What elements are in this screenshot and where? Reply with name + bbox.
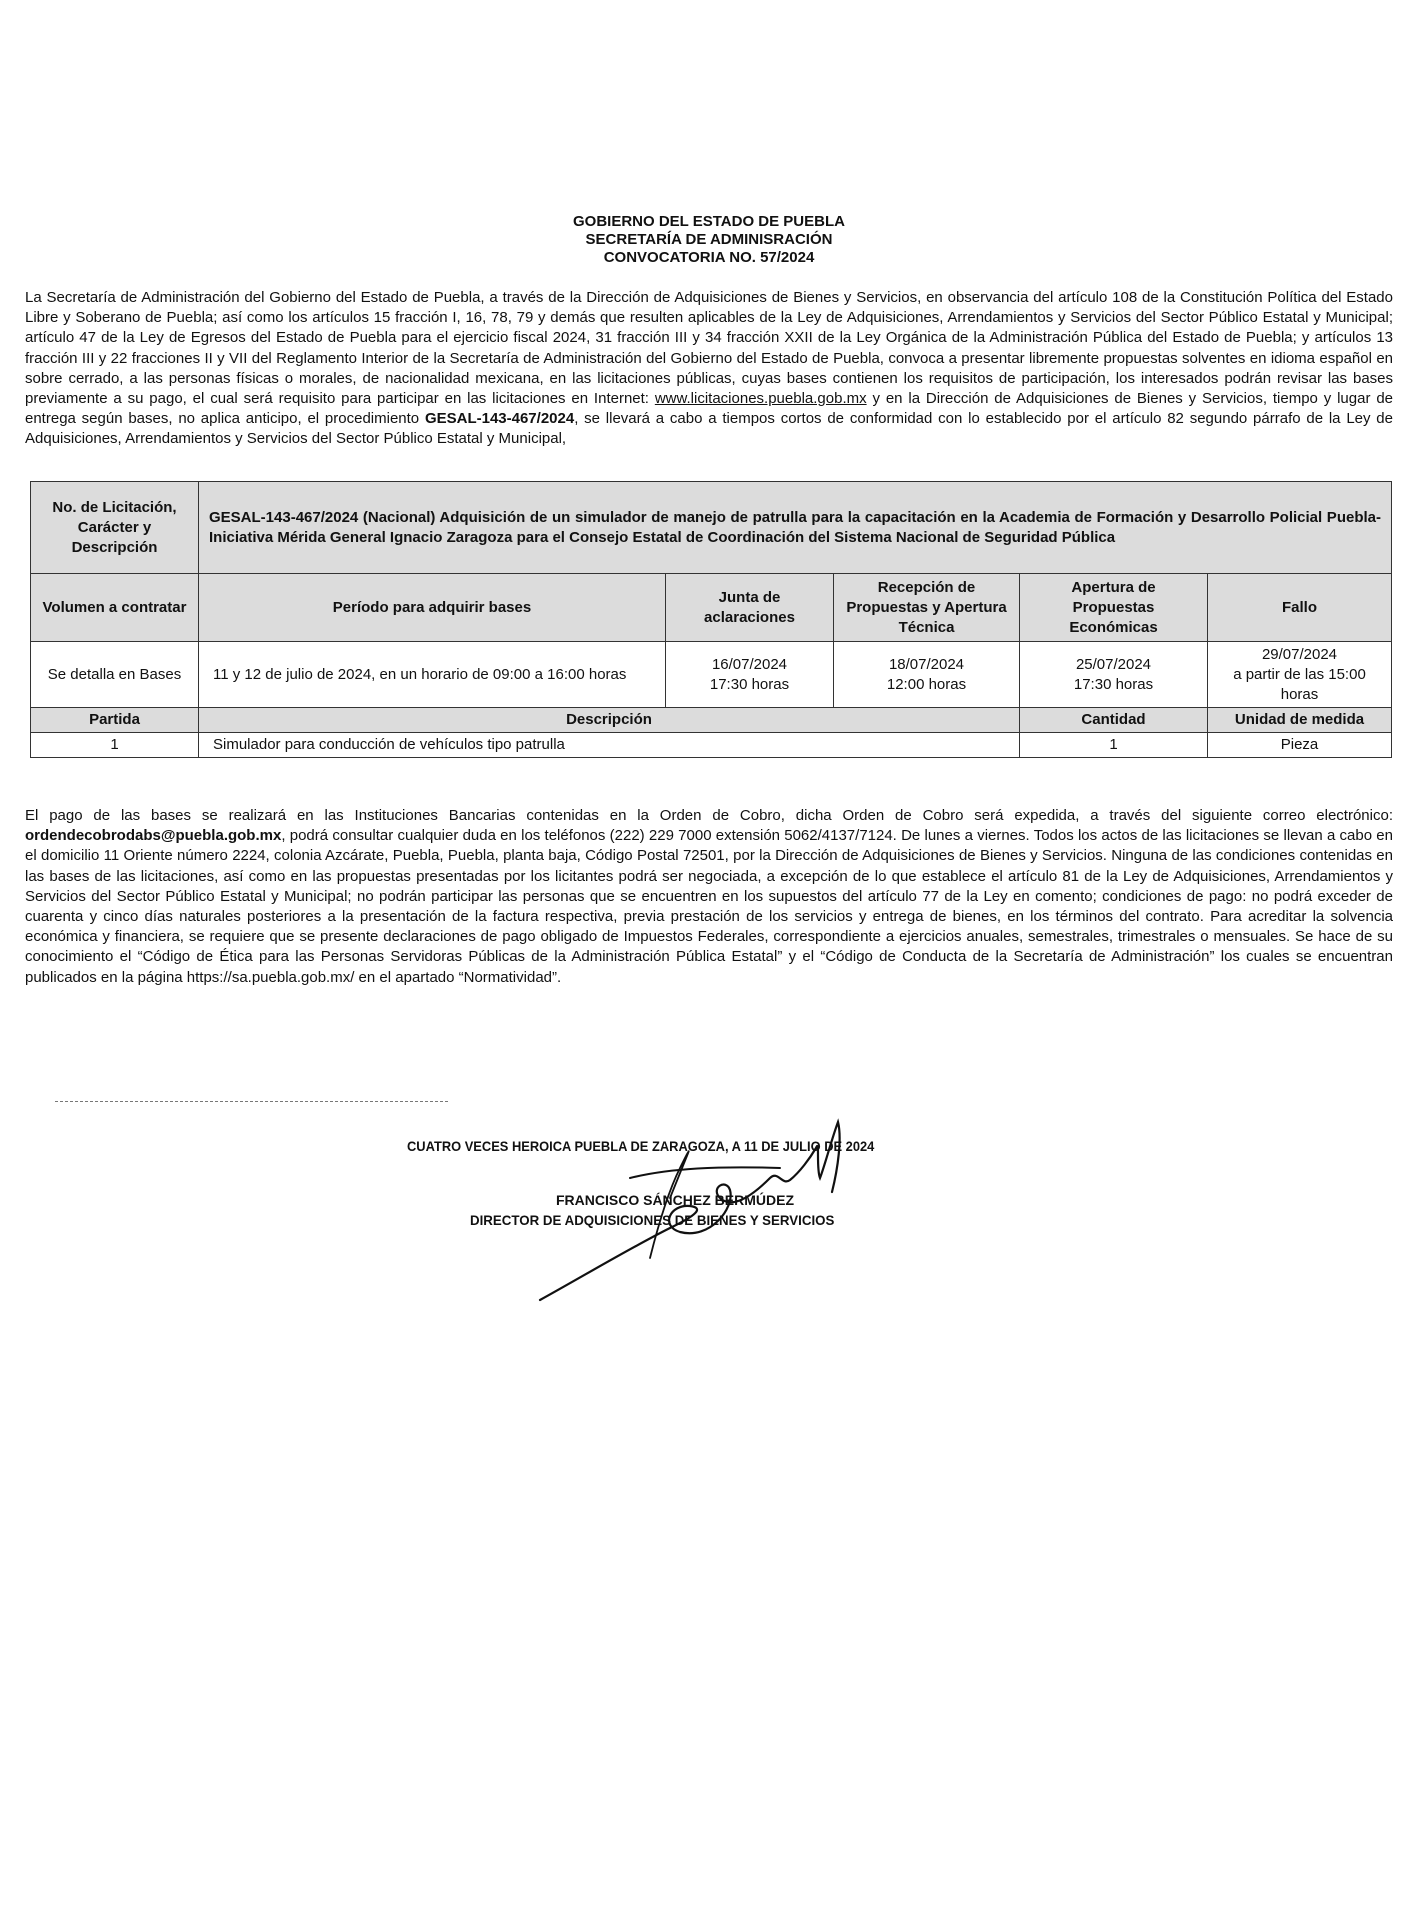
place-date: CUATRO VECES HEROICA PUEBLA DE ZARAGOZA, A 11 DE JULIO DE 2024 [407,1138,875,1154]
value-fallo [1208,642,1392,708]
table-row [31,482,1392,574]
junta-date: 16/07/2024 [711,655,788,673]
value-recepcion [834,642,1020,708]
closing-text-1: El pago de las bases se realizará en las Instituciones Bancarias contenidas en la Orden de Cobro, dicha Orden de Cobro será expedida, a través del siguiente correo electrónico: [25,807,1393,824]
item-partida: 1 [31,733,199,758]
header-fallo: Fallo [1208,574,1392,642]
value-apertura [1020,642,1208,708]
table-row [31,642,1392,708]
junta-time: 17:30 horas [709,675,790,693]
signer-name: FRANCISCO SÁNCHEZ BERMÚDEZ [556,1192,794,1208]
scan-artifact-line [55,1101,448,1102]
closing-paragraph [25,806,1393,988]
intro-text-2: y en la Dirección de Adquisiciones de Bienes y Servicios, tiempo y lugar de entrega según bases, no aplica anticipo, el procedimiento [25,390,1393,428]
payment-email: ordendecobrodabs@puebla.gob.mx [25,827,282,845]
handwritten-signature-icon [520,1108,900,1308]
signer-role: DIRECTOR DE ADQUISICIONES DE BIENES Y SERVICIOS [470,1212,835,1228]
header-partida: Partida [31,708,199,733]
apertura-time: 17:30 horas [1073,675,1154,693]
header-volumen: Volumen a contratar [31,574,199,642]
document-header [0,213,1418,267]
header-cantidad: Cantidad [1020,708,1208,733]
header-convocatoria: CONVOCATORIA NO. 57/2024 [603,249,815,266]
value-junta [666,642,834,708]
item-unidad: Pieza [1208,733,1392,758]
header-descripcion: Descripción [199,708,1020,733]
intro-text-1: La Secretaría de Administración del Gobierno del Estado de Puebla, a través de la Dirección de Adquisiciones de Bienes y Servicios, en observancia del artículo 108 de la Constitución Política del Estado Libre y Soberano de Puebla; así como los artículos 15 fracción I, 16, 78, 79 y demás que resulten aplicables de la Ley de Adquisiciones, Arrendamientos y Servicios del Sector Público Estatal y Municipal; artículo 47 de la Ley de Egresos del Estado de Puebla para el ejercicio fiscal 2024, 31 fracción III y 34 fracción XXII de la Ley Orgánica de la Administración Pública del Estado de Puebla; y artículos 13 fracción III y 22 fracciones II y VII del Reglamento Interior de la Secretaría de Administración del Gobierno del Estado de Puebla, convoca a presentar libremente propuestas solventes en idioma español en sobre cerrado, a las personas físicas o morales, de nacionalidad mexicana, en las licitaciones públicas, cuyas bases contienen los requisitos de participación, los interesados podrán revisar las bases previamente a su pago, el cual será requisito para participar en las licitaciones en Internet: [25,289,1393,408]
licitaciones-link[interactable]: www.licitaciones.puebla.gob.mx [654,390,867,408]
header-junta: Junta de aclaraciones [666,574,834,642]
item-cantidad: 1 [1020,733,1208,758]
header-government: GOBIERNO DEL ESTADO DE PUEBLA [573,213,845,230]
value-volumen: Se detalla en Bases [31,642,199,708]
table-row [31,708,1392,733]
header-unidad: Unidad de medida [1208,708,1392,733]
fallo-time: a partir de las 15:00 horas [1233,665,1366,703]
licitacion-label: No. de Licitación, Carácter y Descripción [31,482,199,574]
tender-table [30,481,1392,758]
apertura-date: 25/07/2024 [1075,655,1152,673]
header-apertura: Apertura de Propuestas Económicas [1020,574,1208,642]
fallo-date: 29/07/2024 [1261,645,1338,663]
header-periodo: Período para adquirir bases [199,574,666,642]
intro-paragraph [25,288,1393,450]
table-row [31,574,1392,642]
intro-text-3: , se llevará a cabo a tiempos cortos de conformidad con lo establecido por el artículo 82 segundo párrafo de la Ley de Adquisiciones, Arrendamientos y Servicios del Sector Público Estatal y Municipal, [25,410,1393,448]
table-row [31,733,1392,758]
recepcion-date: 18/07/2024 [888,655,965,673]
item-descripcion: Simulador para conducción de vehículos tipo patrulla [199,733,1020,758]
recepcion-time: 12:00 horas [886,675,967,693]
licitacion-title: GESAL-143-467/2024 (Nacional) Adquisición de un simulador de manejo de patrulla para la capacitación en la Academia de Formación y Desarrollo Policial Puebla-Iniciativa Mérida General Ignacio Zaragoza para el Consejo Estatal de Coordinación del Sistema Nacional de Seguridad Pública [199,482,1392,574]
closing-text-2: , podrá consultar cualquier duda en los teléfonos (222) 229 7000 extensión 5062/4137/7124. De lunes a viernes. Todos los actos de las licitaciones se llevan a cabo en el domicilio 11 Oriente número 2224, colonia Azcárate, Puebla, Puebla, planta baja, Código Postal 72501, por la Dirección de Adquisiciones de Bienes y Servicios. Ninguna de las condiciones contenidas en las bases de las licitaciones, así como en las propuestas presentadas por los licitantes podrá ser negociada, a excepción de lo que establece el artículo 81 de la Ley de Adquisiciones, Arrendamientos y Servicios del Sector Público Estatal y Municipal; no podrán participar las personas que se encuentren en los supuestos del artículo 77 de la Ley en comento; condiciones de pago: no podrá exceder de cuarenta y cinco días naturales posteriores a la presentación de la factura respectiva, previa prestación de los servicios y entrega de bienes, en los términos del contrato. Para acreditar la solvencia económica y financiera, se requiere que se presente declaraciones de pago obligado de Impuestos Federales, correspondiente a ejercicios anuales, semestrales, trimestrales o mensuales. Se hace de su conocimiento el “Código de Ética para las Personas Servidoras Públicas de la Administración Pública Estatal” y el “Código de Conducta de la Secretaría de Administración” los cuales se encuentran publicados en la página https://sa.puebla.gob.mx/ en el apartado “Normatividad”. [25,827,1393,986]
header-secretariat: SECRETARÍA DE ADMINISRACIÓN [585,231,833,248]
procedure-number: GESAL-143-467/2024 [424,410,575,428]
value-periodo: 11 y 12 de julio de 2024, en un horario de 09:00 a 16:00 horas [199,642,666,708]
header-recepcion: Recepción de Propuestas y Apertura Técnica [834,574,1020,642]
